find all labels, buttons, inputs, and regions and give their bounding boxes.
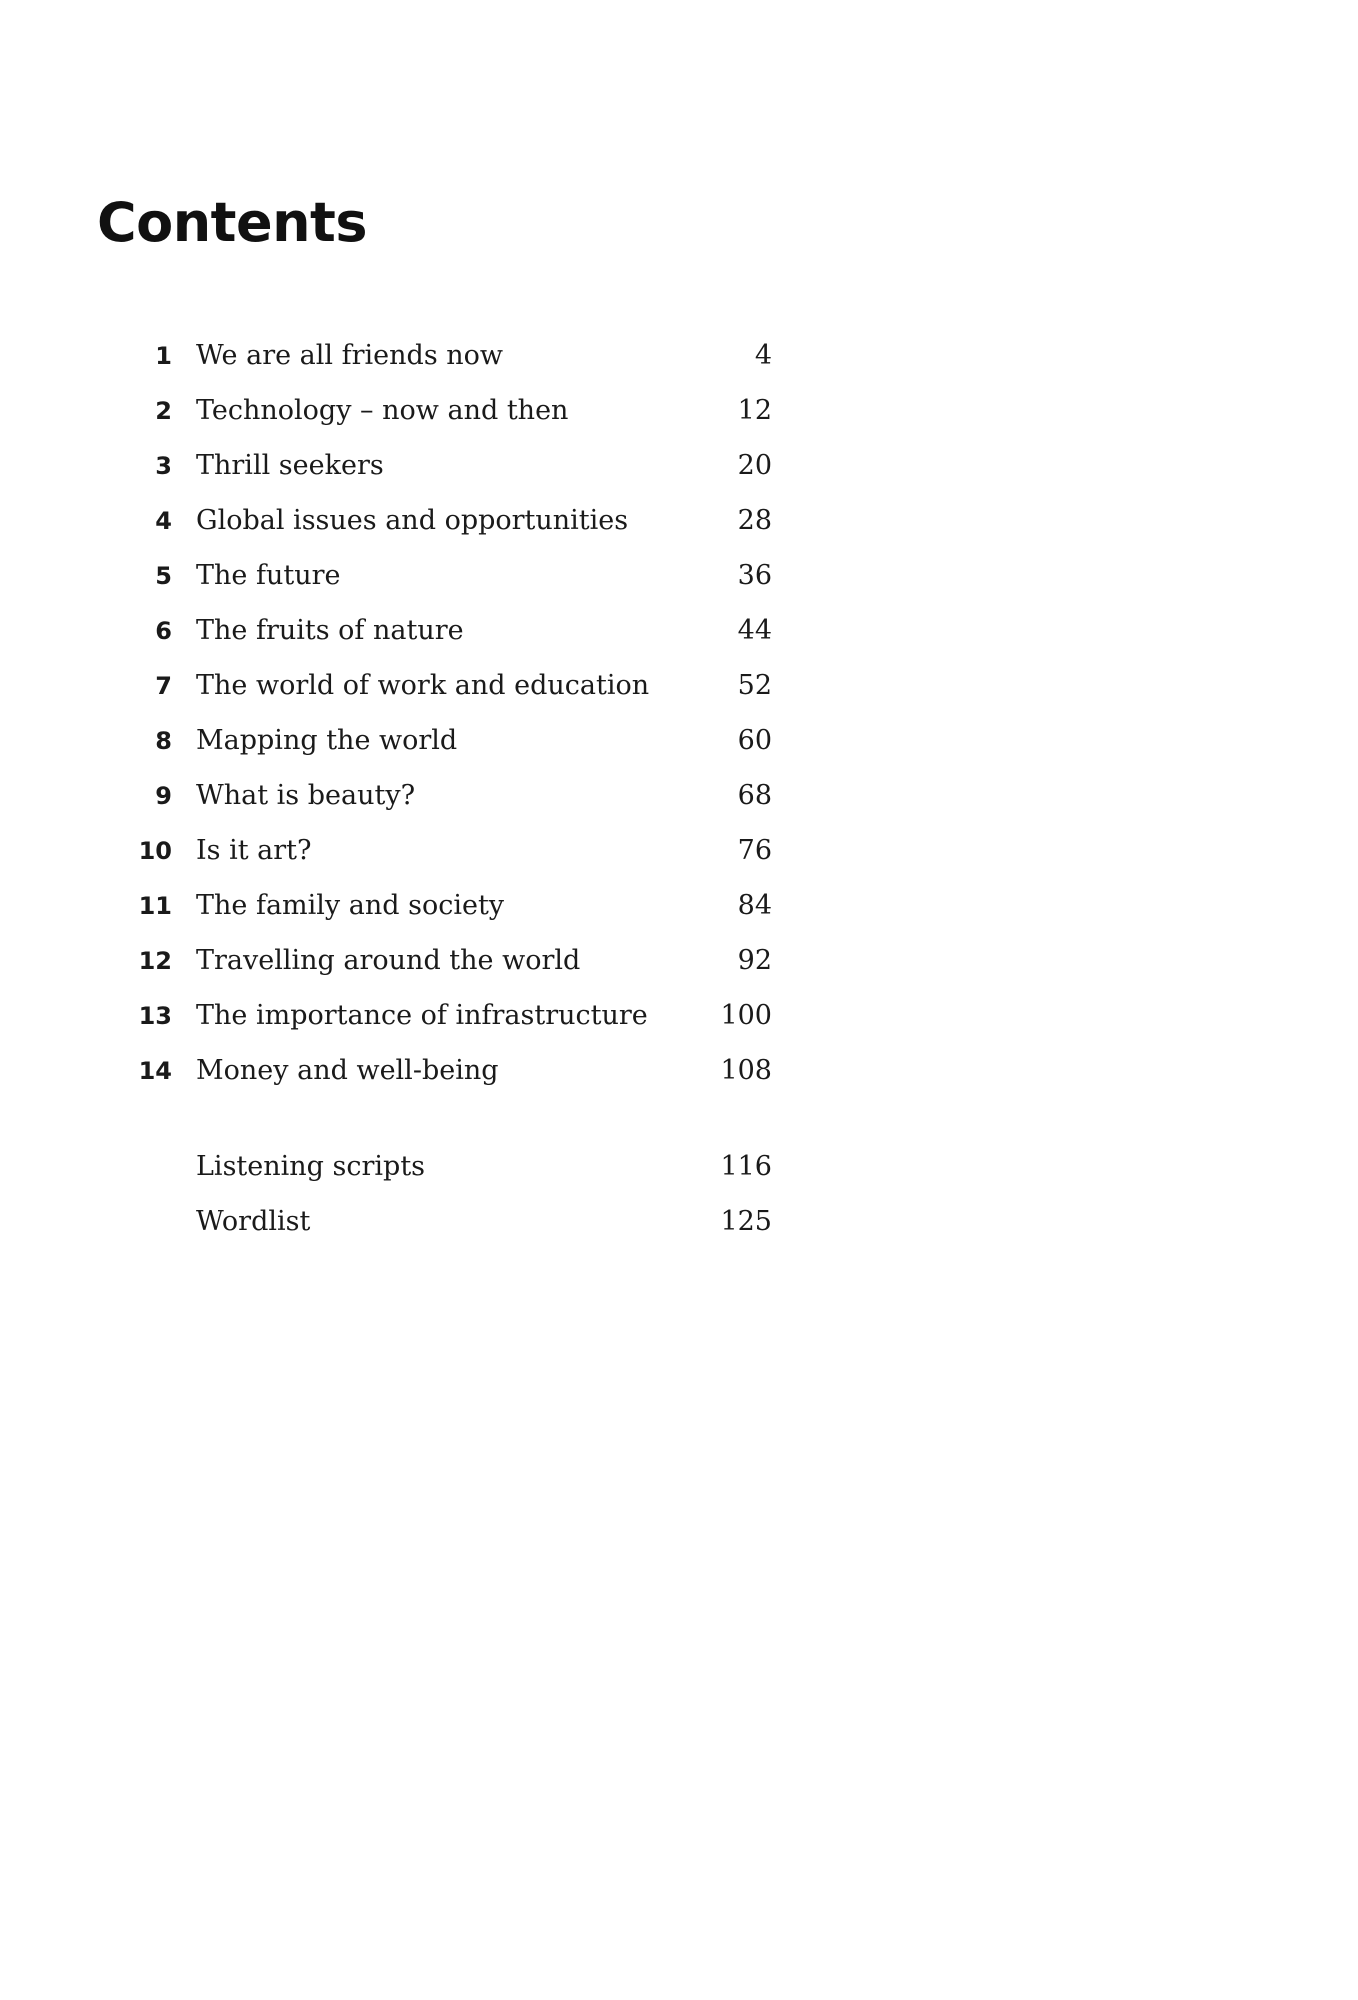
- toc-entry-unit-2[interactable]: [0, 387, 1358, 435]
- page-title: Contents: [97, 191, 368, 254]
- unit-number: 6: [155, 617, 172, 645]
- page-number: 100: [720, 1000, 772, 1031]
- page-number: 20: [737, 450, 772, 481]
- page-number: 116: [720, 1151, 772, 1182]
- page-number: 44: [737, 615, 772, 646]
- unit-number: 14: [138, 1057, 172, 1085]
- toc-entry-unit-7[interactable]: [0, 662, 1358, 710]
- toc-entry-unit-11[interactable]: [0, 882, 1358, 930]
- toc-entry-unit-9[interactable]: [0, 772, 1358, 820]
- toc-entry-unit-6[interactable]: [0, 607, 1358, 655]
- unit-number: 7: [155, 672, 172, 700]
- toc-entry-listening-scripts[interactable]: [0, 1143, 1358, 1191]
- unit-number: 3: [155, 452, 172, 480]
- toc-entry-unit-8[interactable]: [0, 717, 1358, 765]
- page-number: 36: [737, 560, 772, 591]
- unit-number: 11: [138, 892, 172, 920]
- toc-entry-unit-1[interactable]: [0, 332, 1358, 380]
- unit-title: The future: [196, 560, 341, 591]
- unit-title: Mapping the world: [196, 725, 458, 756]
- unit-number: 4: [155, 507, 172, 535]
- unit-number: 1: [155, 342, 172, 370]
- page-number: 52: [737, 670, 772, 701]
- unit-number: 8: [155, 727, 172, 755]
- unit-title: The fruits of nature: [196, 615, 464, 646]
- page-number: 92: [737, 945, 772, 976]
- unit-number: 13: [138, 1002, 172, 1030]
- page-number: 68: [737, 780, 772, 811]
- page-number: 12: [737, 395, 772, 426]
- toc-entry-unit-12[interactable]: [0, 937, 1358, 985]
- unit-title: Thrill seekers: [196, 450, 384, 481]
- page-number: 125: [720, 1206, 772, 1237]
- unit-number: 9: [155, 782, 172, 810]
- unit-title: Money and well-being: [196, 1055, 499, 1086]
- unit-number: 2: [155, 397, 172, 425]
- toc-entry-unit-4[interactable]: [0, 497, 1358, 545]
- unit-number: 12: [138, 947, 172, 975]
- toc-entry-wordlist[interactable]: [0, 1198, 1358, 1246]
- toc-entry-unit-5[interactable]: [0, 552, 1358, 600]
- appendix-title: Listening scripts: [196, 1151, 426, 1182]
- page-number: 28: [737, 505, 772, 536]
- unit-number: 5: [155, 562, 172, 590]
- page-number: 84: [737, 890, 772, 921]
- appendix-title: Wordlist: [196, 1206, 311, 1237]
- toc-entry-unit-14[interactable]: [0, 1047, 1358, 1095]
- unit-title: Technology – now and then: [196, 395, 569, 426]
- unit-title: The world of work and education: [196, 670, 650, 701]
- page-number: 60: [737, 725, 772, 756]
- unit-title: Is it art?: [196, 835, 312, 866]
- unit-title: Travelling around the world: [196, 945, 581, 976]
- unit-title: What is beauty?: [196, 780, 416, 811]
- unit-title: Global issues and opportunities: [196, 505, 629, 536]
- toc-entry-unit-13[interactable]: [0, 992, 1358, 1040]
- page-number: 4: [754, 340, 772, 371]
- toc-entry-unit-10[interactable]: [0, 827, 1358, 875]
- page-number: 108: [720, 1055, 772, 1086]
- unit-number: 10: [138, 837, 172, 865]
- page-number: 76: [737, 835, 772, 866]
- unit-title: The importance of infrastructure: [196, 1000, 648, 1031]
- unit-title: The family and society: [196, 890, 505, 921]
- toc-entry-unit-3[interactable]: [0, 442, 1358, 490]
- unit-title: We are all friends now: [196, 340, 504, 371]
